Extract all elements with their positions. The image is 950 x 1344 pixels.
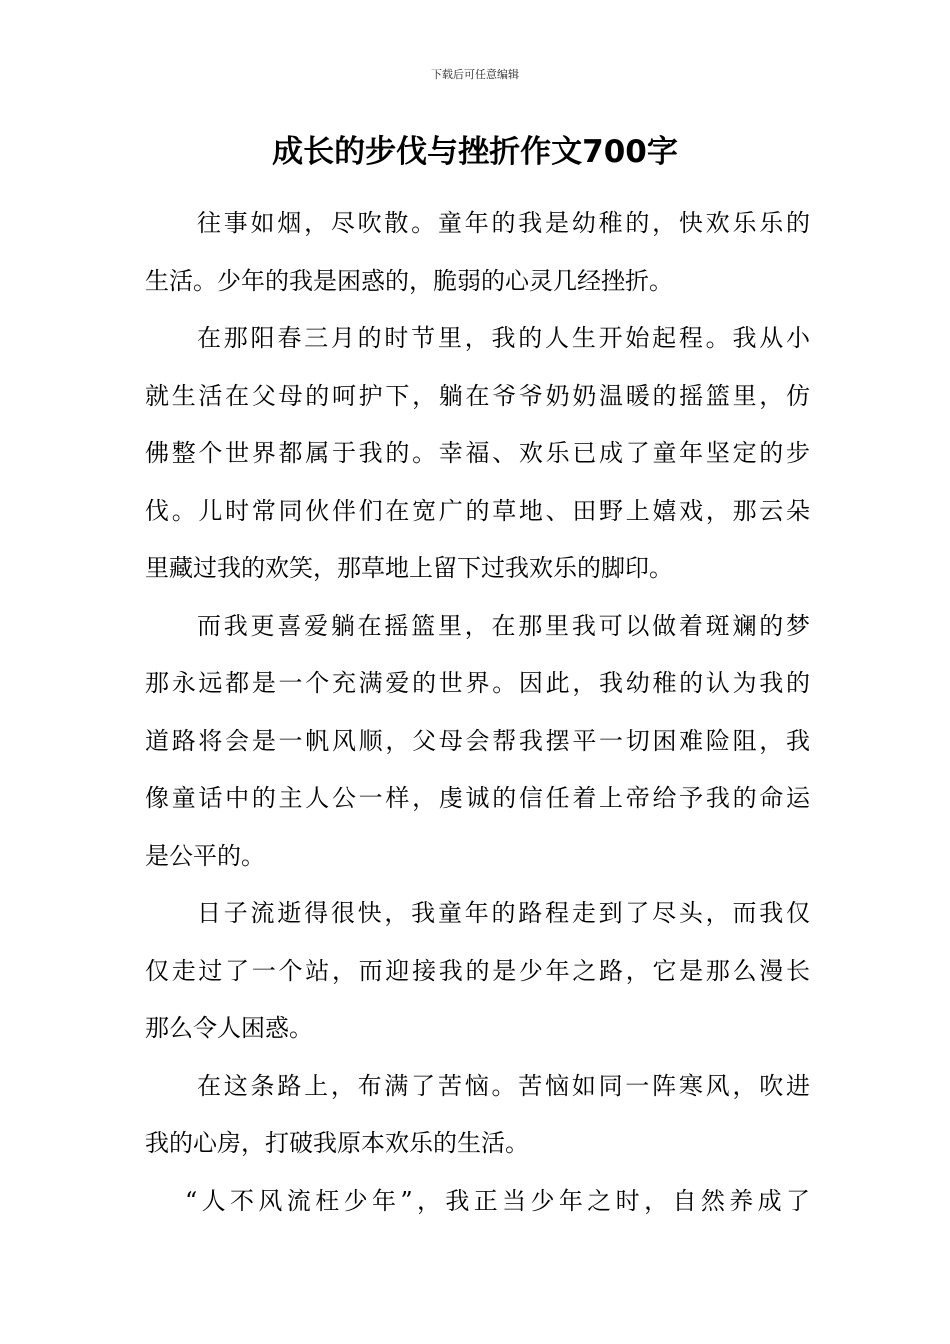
header-note: 下载后可任意编辑	[431, 68, 519, 81]
text-line: 是公平的。	[145, 841, 265, 870]
text-line: 伐。儿时常同伙伴们在宽广的草地、田野上嬉戏，那云朵	[145, 496, 810, 525]
text-line: 我的心房，打破我原本欢乐的生活。	[145, 1129, 529, 1157]
text-line: 在那阳春三月的时节里，我的人生开始起程。我从小	[197, 324, 810, 352]
text-line: 仅走过了一个站，而迎接我的是少年之路，它是那么漫长	[145, 956, 810, 985]
text-line: 那永远都是一个充满爱的世界。因此，我幼稚的认为我的	[145, 669, 810, 697]
text-line: 就生活在父母的呵护下，躺在爷爷奶奶温暖的摇篮里，仿	[145, 381, 810, 410]
text-line: 在这条路上，布满了苦恼。苦恼如同一阵寒风，吹进	[197, 1071, 810, 1100]
text-line: 道路将会是一帆风顺，父母会帮我摆平一切困难险阻，我	[145, 726, 810, 755]
text-line: 往事如烟，尽吹散。童年的我是幼稚的，快欢乐乐的	[197, 209, 810, 237]
text-line: 而我更喜爱躺在摇篮里，在那里我可以做着斑斓的梦	[197, 611, 810, 640]
text-line: 生活。少年的我是困惑的，脆弱的心灵几经挫折。	[145, 266, 673, 295]
text-line: 像童话中的主人公一样，虔诚的信任着上帝给予我的命运	[145, 784, 810, 812]
document-body	[145, 199, 810, 1234]
text-line: 那么令人困惑。	[145, 1014, 313, 1042]
document-title: 成长的步伐与挫折作文700字	[272, 134, 678, 170]
text-line: “人不风流枉少年”，我正当少年之时，自然养成了	[185, 1186, 810, 1215]
text-line: 日子流逝得很快，我童年的路程走到了尽头，而我仅	[197, 899, 810, 927]
text-line: 佛整个世界都属于我的。幸福、欢乐已成了童年坚定的步	[145, 439, 810, 467]
text-line: 里藏过我的欢笑，那草地上留下过我欢乐的脚印。	[145, 554, 673, 582]
